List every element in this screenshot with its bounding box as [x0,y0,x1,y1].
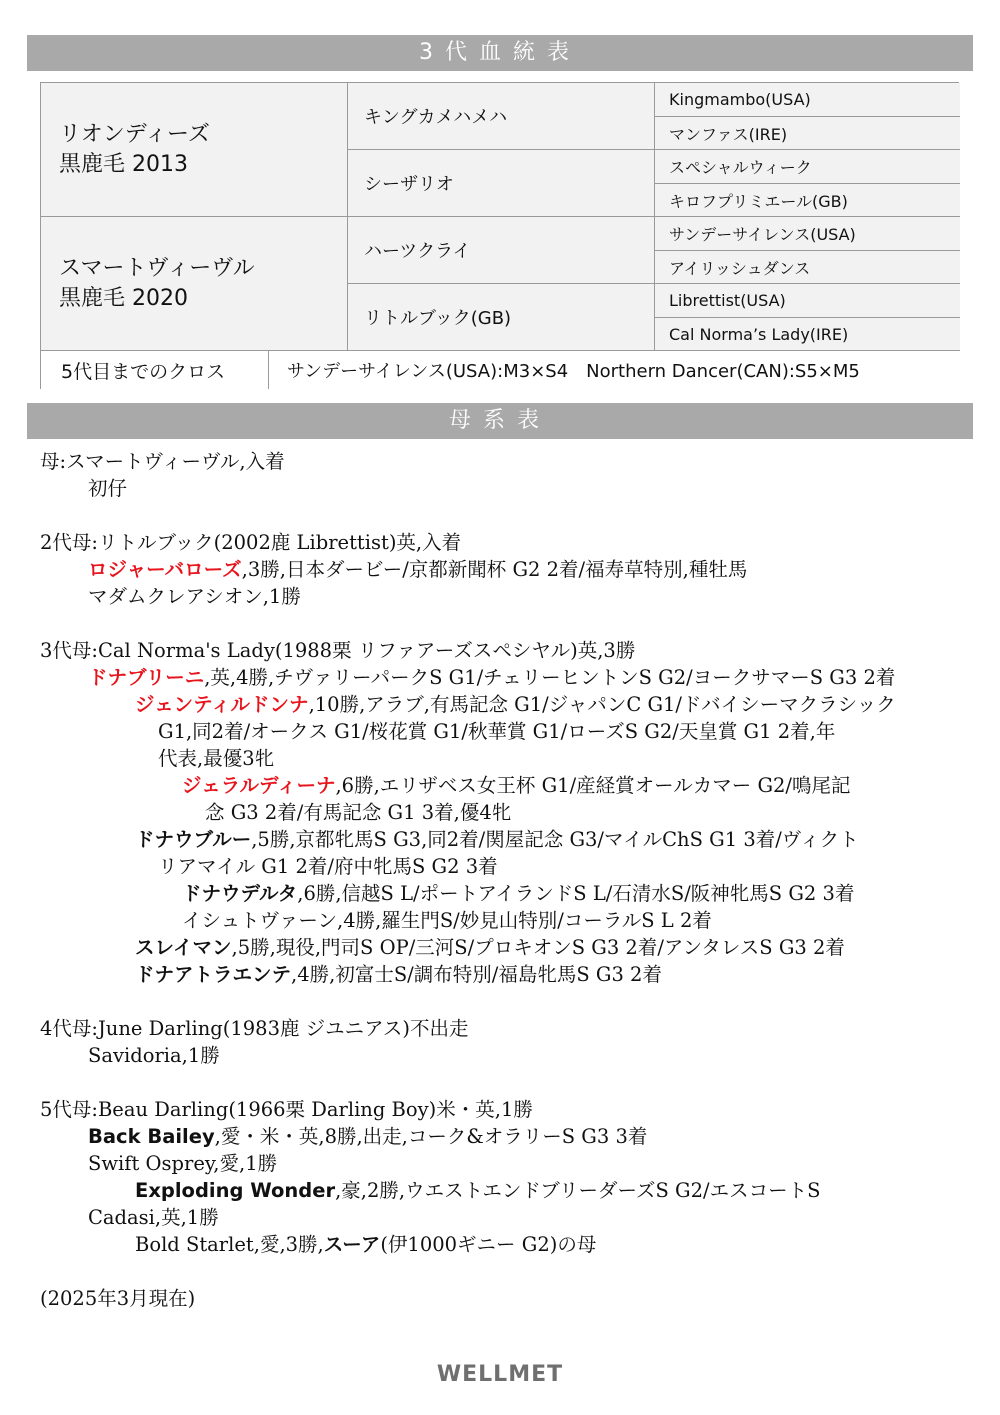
horse-name-highlight: スレイマン [135,936,232,959]
family-text: 2代母:リトルブック(2002鹿 Librettist)英,入着 [40,531,462,554]
horse-name-highlight: ドナウデルタ [182,882,298,905]
family-text: (伊1000ギニー G2)の母 [380,1233,597,1256]
family-line [135,1177,820,1204]
dam-sire-cell: ハーツクライ [348,217,655,284]
cross-value: サンデーサイレンス(USA):M3×S4 Northern Dancer(CAN):S5×M5 [269,351,960,389]
family-text: 4代母:June Darling(1983鹿 ジユニアス)不出走 [40,1017,469,1040]
sire-dam-cell: シーザリオ [348,150,655,217]
g3-cell: Cal Norma’s Lady(IRE) [655,318,960,351]
family-line [158,853,498,880]
family-text: 5代母:Beau Darling(1966栗 Darling Boy)米・英,1勝 [40,1098,533,1121]
wellmet-logo: WELLMET [436,1362,564,1387]
family-text: (2025年3月現在) [40,1287,196,1310]
family-text: イシュトヴァーン,4勝,羅生門S/妙見山特別/コーラルS L 2着 [182,909,712,932]
g3-cell: Librettist(USA) [655,284,960,318]
family-text: 初仔 [88,477,128,500]
family-text: ,豪,2勝,ウエストエンドブリーダーズS G2/エスコートS [335,1179,821,1202]
family-line [182,880,854,907]
family-line [88,1042,220,1069]
family-line [182,907,712,934]
family-text: ,4勝,初富士S/調布特別/福島牝馬S G3 2着 [291,963,662,986]
family-text: 代表,最優3牝 [158,747,275,770]
g3-cell: アイリッシュダンス [655,251,960,284]
family-text: ,6勝,信越S L/ポートアイランドS L/石清水S/阪神牝馬S G2 3着 [297,882,855,905]
family-line [135,826,859,853]
family-header: 母系表 [27,403,973,439]
family-line [158,718,835,745]
pedigree-header: 3代血統表 [27,35,973,71]
horse-name-highlight: ロジャーバローズ [88,558,242,581]
family-text: Savidoria,1勝 [88,1044,220,1067]
family-text: リアマイル G1 2着/府中牝馬S G2 3着 [158,855,498,878]
g3-cell: キロフプリミエール(GB) [655,184,960,217]
horse-name-highlight: スーア [323,1233,381,1256]
sire-name: リオンディーズ [59,121,210,147]
cross-label: 5代目までのクロス [41,351,269,389]
family-text: ,6勝,エリザベス女王杯 G1/産経賞オールカマー G2/鳴尾記 [335,774,851,797]
horse-name-highlight: ジェラルディーナ [182,774,336,797]
family-text: ,愛・米・英,8勝,出走,コーク&オラリーS G3 3着 [214,1125,648,1148]
family-line [135,934,845,961]
family-line [182,772,851,799]
family-line [40,448,285,475]
family-line [88,664,895,691]
horse-name-highlight: ドナブリーニ [88,666,205,689]
pedigree-table [40,82,959,389]
horse-name-highlight: Exploding Wonder [135,1179,336,1202]
horse-name-highlight: ドナウブルー [135,828,252,851]
family-line [40,529,461,556]
family-line [40,1015,469,1042]
family-text: 3代母:Cal Norma's Lady(1988栗 リファアーズスペシヤル)英,3勝 [40,639,636,662]
g3-cell: スペシャルウィーク [655,150,960,184]
family-text: Swift Osprey,愛,1勝 [88,1152,278,1175]
family-line [135,1231,596,1258]
sire-cell [41,83,348,217]
family-text: マダムクレアシオン,1勝 [88,585,301,608]
family-text: G1,同2着/オークス G1/桜花賞 G1/秋華賞 G1/ローズS G2/天皇賞 G1 2着,年 [158,720,836,743]
dam-cell [41,217,348,351]
family-line [88,1150,277,1177]
family-text: ,5勝,京都牝馬S G3,同2着/関屋記念 G3/マイルChS G1 3着/ヴィクト [251,828,859,851]
family-line [135,961,662,988]
family-text: 母:スマートヴィーヴル,入着 [40,450,285,473]
dam-dam-cell: リトルブック(GB) [348,284,655,351]
dam-info: 黒鹿毛 2020 [59,285,188,311]
family-line [88,1204,219,1231]
family-text: ,5勝,現役,門司S OP/三河S/プロキオンS G3 2着/アンタレスS G3 2着 [231,936,845,959]
family-line [40,1096,533,1123]
family-line [88,583,301,610]
g3-cell: Kingmambo(USA) [655,83,960,117]
family-text: 念 G3 2着/有馬記念 G1 3着,優4牝 [205,801,512,824]
family-line [88,556,747,583]
sire-info: 黒鹿毛 2013 [59,151,188,177]
family-line [205,799,511,826]
family-line [40,1285,195,1312]
dam-name: スマートヴィーヴル [59,255,255,281]
g3-cell: サンデーサイレンス(USA) [655,217,960,251]
family-text: Cadasi,英,1勝 [88,1206,219,1229]
family-line [88,475,127,502]
family-line [40,637,635,664]
family-text: ,10勝,アラブ,有馬記念 G1/ジャパンC G1/ドバイシーマクラシック [308,693,896,716]
sire-sire-cell: キングカメハメハ [348,83,655,150]
family-text: Bold Starlet,愛,3勝, [135,1233,324,1256]
g3-cell: マンファス(IRE) [655,117,960,150]
family-line [158,745,274,772]
horse-name-highlight: ドナアトラエンテ [135,963,292,986]
family-text: ,英,4勝,チヴァリーパークS G1/チェリーヒントンS G2/ヨークサマーS G3 2着 [204,666,896,689]
family-line [135,691,896,718]
horse-name-highlight: Back Bailey [88,1125,215,1148]
family-line [88,1123,647,1150]
horse-name-highlight: ジェンティルドンナ [135,693,309,716]
family-text: ,3勝,日本ダービー/京都新聞杯 G2 2着/福寿草特別,種牡馬 [241,558,748,581]
